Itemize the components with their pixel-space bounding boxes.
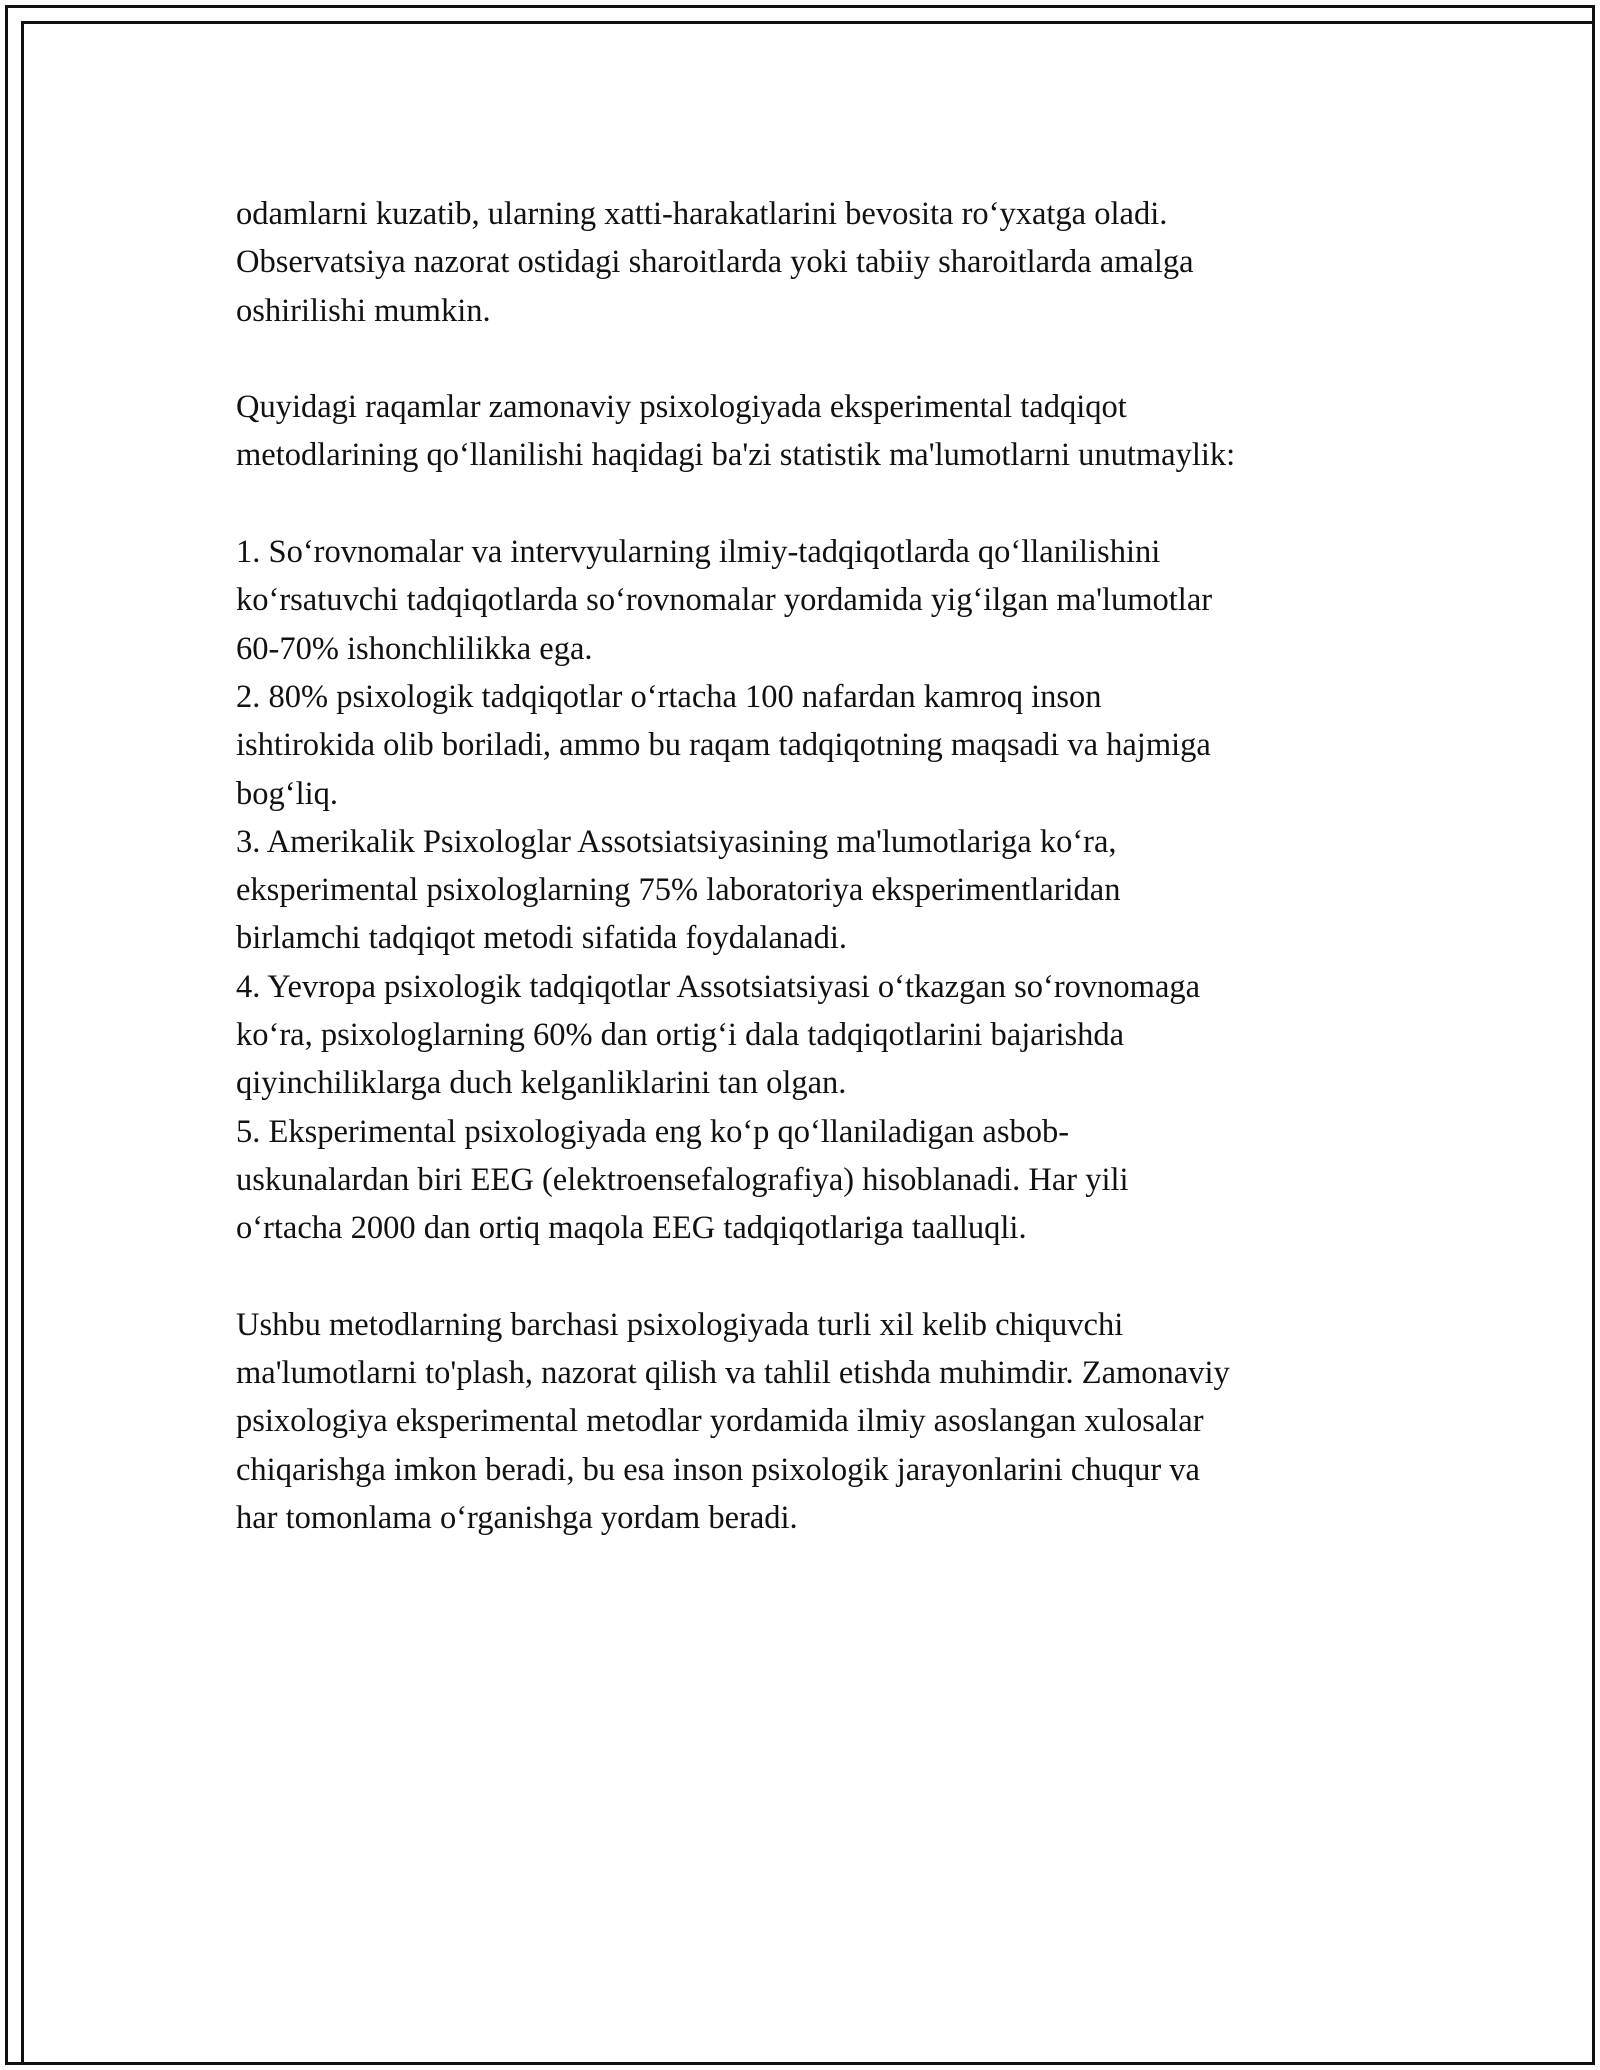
text-line: 3. Amerikalik Psixologlar Assotsiatsiyasining ma'lumotlariga ko‘ra, xyxy=(236,823,1117,860)
list-item xyxy=(236,528,1396,673)
paragraph-gap xyxy=(236,1253,1396,1301)
text-line: 1. So‘rovnomalar va intervyularning ilmiy-tadqiqotlarda qo‘llanilishini xyxy=(236,534,1161,571)
text-line: qiyinchiliklarga duch kelganliklarini tan olgan. xyxy=(236,1065,847,1102)
text-line: 60-70% ishonchlilikka ega. xyxy=(236,630,593,667)
text-line: bog‘liq. xyxy=(236,775,339,812)
text-line: har tomonlama o‘rganishga yordam beradi. xyxy=(236,1500,798,1537)
paragraph-gap xyxy=(236,335,1396,383)
text-line: 5. Eksperimental psixologiyada eng ko‘p qo‘llaniladigan asbob- xyxy=(236,1113,1070,1150)
text-line: metodlarining qo‘llanilishi haqidagi ba'zi statistik ma'lumotlarni unutmaylik: xyxy=(236,437,1236,474)
text-line: ishtirokida olib boriladi, ammo bu raqam tadqiqotning maqsadi va hajmiga xyxy=(236,727,1211,764)
text-line: uskunalardan biri EEG (elektroensefalografiya) hisoblanadi. Har yili xyxy=(236,1161,1129,1198)
document-body xyxy=(236,190,1396,1542)
text-line: 4. Yevropa psixologik tadqiqotlar Assotsiatsiyasi o‘tkazgan so‘rovnomaga xyxy=(236,968,1201,1005)
text-line: birlamchi tadqiqot metodi sifatida foydalanadi. xyxy=(236,920,848,957)
statistics-intro-paragraph xyxy=(236,383,1396,480)
conclusion-paragraph xyxy=(236,1301,1396,1542)
text-line: eksperimental psixologlarning 75% laboratoriya eksperimentlaridan xyxy=(236,872,1121,909)
text-line: chiqarishga imkon beradi, bu esa inson psixologik jarayonlarini chuqur va xyxy=(236,1451,1200,1488)
text-line: oshirilishi mumkin. xyxy=(236,292,491,329)
text-line: Quyidagi raqamlar zamonaviy psixologiyada eksperimental tadqiqot xyxy=(236,389,1127,426)
paragraph-gap xyxy=(236,480,1396,528)
text-line: ko‘ra, psixologlarning 60% dan ortig‘i dala tadqiqotlarini bajarishda xyxy=(236,1017,1125,1054)
statistics-list xyxy=(236,528,1396,1252)
text-line: 2. 80% psixologik tadqiqotlar o‘rtacha 100 nafardan kamroq inson xyxy=(236,678,1102,715)
text-line: ko‘rsatuvchi tadqiqotlarda so‘rovnomalar yordamida yig‘ilgan ma'lumotlar xyxy=(236,582,1213,619)
text-line: o‘rtacha 2000 dan ortiq maqola EEG tadqiqotlariga taalluqli. xyxy=(236,1210,1027,1247)
text-line: psixologiya eksperimental metodlar yordamida ilmiy asoslangan xulosalar xyxy=(236,1403,1204,1440)
list-item xyxy=(236,963,1396,1108)
text-line: ma'lumotlarni to'plash, nazorat qilish va tahlil etishda muhimdir. Zamonaviy xyxy=(236,1355,1230,1392)
text-line: odamlarni kuzatib, ularning xatti-harakatlarini bevosita ro‘yxatga oladi. xyxy=(236,196,1168,232)
text-line: Ushbu metodlarning barchasi psixologiyada turli xil kelib chiquvchi xyxy=(236,1306,1124,1343)
list-item xyxy=(236,1108,1396,1253)
intro-paragraph xyxy=(236,190,1396,335)
list-item xyxy=(236,818,1396,963)
text-line: Observatsiya nazorat ostidagi sharoitlarda yoki tabiiy sharoitlarda amalga xyxy=(236,244,1194,281)
list-item xyxy=(236,673,1396,818)
